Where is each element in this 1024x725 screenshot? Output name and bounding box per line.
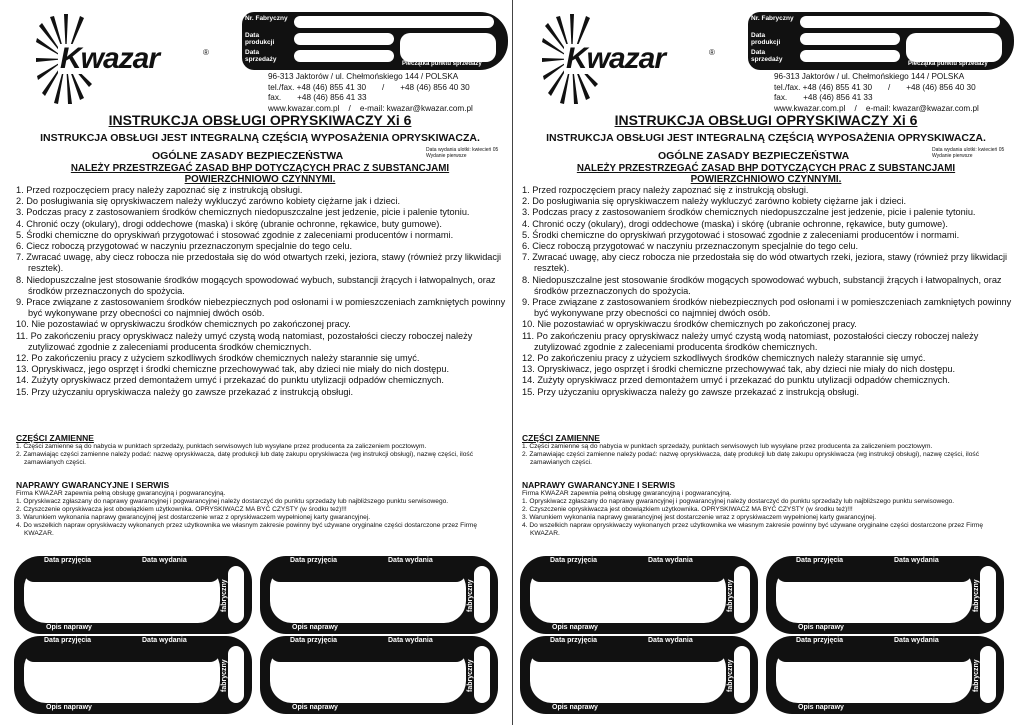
list-item: 7. Zwracać uwagę, aby ciecz robocza nie przedostała się do wód otwartych rzeki, jeziora, stawy (również przy likwidacji resztek). [522, 252, 1008, 274]
list-item: 3. Warunkiem wykonania naprawy gwarancyjnej jest dostarczenie wraz z opryskiwaczem wypełnionej karty gwarancyjnej. [522, 514, 877, 521]
repair-card [260, 556, 498, 634]
sale-date-field [294, 50, 394, 62]
warning-line: POWIERZCHNIOWO CZYNNYMI. [184, 174, 336, 185]
list-item: 1. Przed rozpoczęciem pracy należy zapoznać się z instrukcją obsługi. [16, 185, 303, 195]
list-item: 6. Ciecz roboczą przygotować w naczyniu przeznaczonym specjalnie do tego celu. [522, 241, 859, 252]
serial-number-field [800, 16, 1000, 28]
phone-line: tel./fax. +48 (46) 855 41 30 / +48 (46) 856 40 30 [268, 82, 470, 92]
logo-wordmark: Kwazar [566, 42, 666, 75]
accept-date-label: Data przyjęcia [796, 637, 844, 644]
list-item: 2. Do posługiwania się opryskiwaczem należy wykluczyć zarówno kobiety ciężarne jak i dzieci. [522, 196, 906, 207]
accept-date-label: Data przyjęcia [44, 637, 92, 644]
list-item: 8. Niedopuszczalne jest stosowanie środków mogących spowodować wybuch, substancji żrących i łatwopalnych, oraz środków przeznaczonych do spożycia. [16, 274, 496, 296]
serial-field [980, 566, 996, 623]
spare-parts-heading: CZĘŚCI ZAMIENNE [522, 433, 600, 443]
issue-date-label: Data wydania [894, 557, 939, 564]
list-item: 7. Zwracać uwagę, aby ciecz robocza nie przedostała się do wód otwartych rzeki, jeziora, stawy (również przy likwidacji resztek). [16, 252, 502, 274]
safety-warning [516, 163, 1016, 185]
warning-line: NALEŻY PRZESTRZEGAĆ ZASAD BHP DOTYCZĄCYCH PRAC Z SUBSTANCJAMI [70, 163, 450, 174]
sale-date-field [800, 50, 900, 62]
fax-line: fax. +48 (46) 856 41 33 [774, 93, 873, 102]
serial-label: Numer fabryczny [720, 579, 734, 613]
list-item: 1. Opryskiwacz zgłaszany do naprawy gwarancyjnej i pogwarancyjnej należy dostarczyć do punktu sprzedaży lub najbliższego punktu serwisowego. [522, 498, 955, 505]
list-item: 2. Zamawiając części zamienne należy podać: nazwę opryskiwacza, datę produkcji lub datę zakupu opryskiwacza (wg instrukcji obsługi), nazwę części, ilość zamawianych części. [522, 451, 980, 466]
web-email-line: www.kwazar.com.pl / e-mail: kwazar@kwazar.com.pl [774, 103, 979, 113]
warranty-heading: NAPRAWY GWARANCYJNE I SERWIS [522, 480, 676, 490]
serial-field [228, 566, 244, 623]
list-item: 15. Przy użyczaniu opryskiwacza należy go zawsze przekazać z instrukcją obsługi. [522, 386, 860, 397]
serial-field [980, 646, 996, 703]
safety-rules-list [16, 185, 508, 398]
spare-parts-heading: CZĘŚCI ZAMIENNE [16, 433, 94, 443]
list-item: 13. Opryskiwacz, jego osprzęt i środki chemiczne przechowywać tak, aby dzieci nie miały do nich dostępu. [522, 364, 956, 375]
serial-label: Numer fabryczny [966, 659, 980, 693]
repair-desc-label: Opis naprawy [292, 624, 338, 631]
production-date-field [294, 33, 394, 45]
label-sale-date: Data sprzedaży [751, 49, 783, 63]
repair-card [520, 636, 758, 714]
serial-field [734, 566, 750, 623]
address-line: 96-313 Jaktorów / ul. Chełmońskiego 144 / POLSKA [268, 72, 459, 81]
list-item: 14. Zużyty opryskiwacz przed demontażem umyć i przekazać do punktu utylizacji odpadów chemicznych. [16, 375, 444, 386]
document-subtitle: INSTRUKCJA OBSŁUGI JEST INTEGRALNĄ CZĘŚCIĄ WYPOSAŻENIA OPRYSKIWACZA. [546, 132, 986, 144]
page-divider [512, 0, 513, 725]
edition-number: Wydanie pierwsze [426, 153, 467, 159]
logo-wordmark: Kwazar [60, 42, 160, 75]
list-item: 11. Po zakończeniu pracy opryskiwacz należy umyć czystą wodą natomiast, pozostałości cieczy roboczej należy zutylizować zgodnie z zaleceniami producenta środków chemicznych. [16, 330, 473, 352]
leaflet-right [516, 0, 1016, 725]
serial-field [474, 646, 490, 703]
issue-date-label: Data wydania [648, 557, 693, 564]
list-item: 6. Ciecz roboczą przygotować w naczyniu przeznaczonym specjalnie do tego celu. [16, 241, 353, 252]
fax-line: fax. +48 (46) 856 41 33 [268, 93, 367, 102]
repair-field [270, 566, 466, 623]
list-item: 3. Podczas pracy z zastosowaniem środków chemicznych niedopuszczalne jest jedzenie, picie i palenie tytoniu. [522, 207, 976, 218]
repair-card [520, 556, 758, 634]
accept-date-label: Data przyjęcia [550, 557, 598, 564]
company-address [774, 72, 1014, 114]
serial-label: Numer fabryczny [460, 659, 474, 693]
leaflet-left [10, 0, 510, 725]
list-item: 1. Opryskiwacz zgłaszany do naprawy gwarancyjnej i pogwarancyjnej należy dostarczyć do punktu sprzedaży lub najbliższego punktu serwisowego. [16, 498, 449, 505]
repair-field [530, 646, 726, 703]
repair-field [24, 566, 220, 623]
edition-note [426, 147, 506, 159]
stamp-label: Pieczątka punktu sprzedaży [402, 61, 482, 67]
warning-line: NALEŻY PRZESTRZEGAĆ ZASAD BHP DOTYCZĄCYCH PRAC Z SUBSTANCJAMI [576, 163, 956, 174]
warranty-text [522, 490, 1014, 538]
repair-card [14, 636, 252, 714]
list-item: 12. Po zakończeniu pracy z użyciem szkodliwych środków chemicznych należy starannie się umyć. [522, 353, 926, 364]
repair-desc-label: Opis naprawy [46, 704, 92, 711]
accept-date-label: Data przyjęcia [44, 557, 92, 564]
list-item: 5. Środki chemiczne do opryskiwań przygotować i stosować zgodnie z zaleceniami producentów i normami. [16, 229, 454, 240]
label-sale-date: Data sprzedaży [245, 49, 277, 63]
repair-field [530, 566, 726, 623]
registered-icon: ® [709, 48, 715, 57]
list-item: 5. Środki chemiczne do opryskiwań przygotować i stosować zgodnie z zaleceniami producentów i normami. [522, 229, 960, 240]
repair-desc-label: Opis naprawy [46, 624, 92, 631]
product-info-box [242, 12, 508, 70]
list-item: 9. Prace związane z zastosowaniem środków niebezpiecznych pod osłonami i w pomieszczeniach zamkniętych powinny być wykonywane przy obecności co najmniej dwóch osób. [522, 297, 1012, 319]
serial-label: Numer fabryczny [966, 579, 980, 613]
registered-icon: ® [203, 48, 209, 57]
serial-label: Numer fabryczny [720, 659, 734, 693]
serial-label: Numer fabryczny [460, 579, 474, 613]
safety-rules-list [522, 185, 1014, 398]
accept-date-label: Data przyjęcia [290, 637, 338, 644]
safety-heading: OGÓLNE ZASADY BEZPIECZEŃSTWA [152, 150, 344, 162]
list-item: 15. Przy użyczaniu opryskiwacza należy go zawsze przekazać z instrukcją obsługi. [16, 386, 354, 397]
list-item: Firma KWAZAR zapewnia pełną obsługę gwarancyjną i pogwarancyjną. [522, 490, 732, 497]
list-item: Firma KWAZAR zapewnia pełną obsługę gwarancyjną i pogwarancyjną. [16, 490, 226, 497]
list-item: 3. Podczas pracy z zastosowaniem środków chemicznych niedopuszczalne jest jedzenie, picie i palenie tytoniu. [16, 207, 470, 218]
spare-parts-text [16, 443, 508, 467]
accept-date-label: Data przyjęcia [550, 637, 598, 644]
edition-date: Data wydania ulotki: kwiecień 05 [932, 147, 1005, 153]
repair-desc-label: Opis naprawy [292, 704, 338, 711]
list-item: 2. Zamawiając części zamienne należy podać: nazwę opryskiwacza, datę produkcji lub datę zakupu opryskiwacza (wg instrukcji obsługi), nazwę części, ilość zamawianych części. [16, 451, 474, 466]
serial-field [228, 646, 244, 703]
spare-parts-text [522, 443, 1014, 467]
label-production-date: Data produkcji [751, 32, 781, 46]
list-item: 4. Do wszelkich napraw opryskiwaczy wykonanych przez użytkownika we własnym zakresie powinny być używane oryginalne części dostarczone przez Firmę KWAZAR. [522, 522, 984, 537]
repair-field [270, 646, 466, 703]
edition-date: Data wydania ulotki: kwiecień 05 [426, 147, 499, 153]
safety-heading: OGÓLNE ZASADY BEZPIECZEŃSTWA [658, 150, 850, 162]
safety-warning [10, 163, 510, 185]
serial-label: Numer fabryczny [214, 659, 228, 693]
repair-card [14, 556, 252, 634]
issue-date-label: Data wydania [142, 557, 187, 564]
label-production-date: Data produkcji [245, 32, 275, 46]
accept-date-label: Data przyjęcia [290, 557, 338, 564]
stamp-field [906, 33, 1002, 62]
repair-desc-label: Opis naprawy [552, 704, 598, 711]
issue-date-label: Data wydania [894, 637, 939, 644]
list-item: 2. Czyszczenie opryskiwacza jest obowiązkiem użytkownika. OPRYSKIWACZ MA BYĆ CZYSTY (w środku też)!!! [522, 506, 853, 513]
issue-date-label: Data wydania [142, 637, 187, 644]
list-item: 1. Części zamienne są do nabycia w punktach sprzedaży, punktach serwisowych lub wysyłane przez producenta za zaliczeniem pocztowym. [16, 443, 427, 450]
kwazar-logo [30, 10, 250, 105]
document-subtitle: INSTRUKCJA OBSŁUGI JEST INTEGRALNĄ CZĘŚCIĄ WYPOSAŻENIA OPRYSKIWACZA. [40, 132, 480, 144]
list-item: 10. Nie pozostawiać w opryskiwaczu środków chemicznych po zakończonej pracy. [16, 319, 351, 330]
label-serial-number: Nr. Fabryczny [751, 15, 794, 22]
issue-date-label: Data wydania [388, 557, 433, 564]
repair-desc-label: Opis naprawy [798, 704, 844, 711]
list-item: 12. Po zakończeniu pracy z użyciem szkodliwych środków chemicznych należy starannie się umyć. [16, 353, 420, 364]
repair-desc-label: Opis naprawy [798, 624, 844, 631]
list-item: 14. Zużyty opryskiwacz przed demontażem umyć i przekazać do punktu utylizacji odpadów chemicznych. [522, 375, 950, 386]
production-date-field [800, 33, 900, 45]
issue-date-label: Data wydania [648, 637, 693, 644]
list-item: 1. Części zamienne są do nabycia w punktach sprzedaży, punktach serwisowych lub wysyłane przez producenta za zaliczeniem pocztowym. [522, 443, 933, 450]
web-email-line: www.kwazar.com.pl / e-mail: kwazar@kwazar.com.pl [268, 103, 473, 113]
document-title: INSTRUKCJA OBSŁUGI OPRYSKIWACZY Xi 6 [108, 112, 412, 128]
product-info-box [748, 12, 1014, 70]
repair-field [24, 646, 220, 703]
list-item: 3. Warunkiem wykonania naprawy gwarancyjnej jest dostarczenie wraz z opryskiwaczem wypełnionej karty gwarancyjnej. [16, 514, 371, 521]
list-item: 9. Prace związane z zastosowaniem środków niebezpiecznych pod osłonami i w pomieszczeniach zamkniętych powinny być wykonywane przy obecności co najmniej dwóch osób. [16, 297, 506, 319]
repair-card [766, 636, 1004, 714]
list-item: 8. Niedopuszczalne jest stosowanie środków mogących spowodować wybuch, substancji żrących i łatwopalnych, oraz środków przeznaczonych do spożycia. [522, 274, 1002, 296]
serial-label: Numer fabryczny [214, 579, 228, 613]
label-serial-number: Nr. Fabryczny [245, 15, 288, 22]
warranty-text [16, 490, 508, 538]
kwazar-logo [536, 10, 756, 105]
document-title: INSTRUKCJA OBSŁUGI OPRYSKIWACZY Xi 6 [614, 112, 918, 128]
list-item: 4. Chronić oczy (okulary), drogi oddechowe (maska) i skórę (ubranie ochronne, rękawice, buty gumowe). [16, 218, 442, 229]
repair-field [776, 646, 972, 703]
list-item: 2. Do posługiwania się opryskiwaczem należy wykluczyć zarówno kobiety ciężarne jak i dzieci. [16, 196, 400, 207]
repair-card [766, 556, 1004, 634]
list-item: 11. Po zakończeniu pracy opryskiwacz należy umyć czystą wodą natomiast, pozostałości cieczy roboczej należy zutylizować zgodnie z zaleceniami producenta środków chemicznych. [522, 330, 979, 352]
edition-note [932, 147, 1012, 159]
warning-line: POWIERZCHNIOWO CZYNNYMI. [690, 174, 842, 185]
list-item: 10. Nie pozostawiać w opryskiwaczu środków chemicznych po zakończonej pracy. [522, 319, 857, 330]
list-item: 1. Przed rozpoczęciem pracy należy zapoznać się z instrukcją obsługi. [522, 185, 809, 195]
repair-desc-label: Opis naprawy [552, 624, 598, 631]
serial-field [474, 566, 490, 623]
phone-line: tel./fax. +48 (46) 855 41 30 / +48 (46) 856 40 30 [774, 82, 976, 92]
repair-field [776, 566, 972, 623]
warranty-heading: NAPRAWY GWARANCYJNE I SERWIS [16, 480, 170, 490]
serial-number-field [294, 16, 494, 28]
edition-number: Wydanie pierwsze [932, 153, 973, 159]
stamp-label: Pieczątka punktu sprzedaży [908, 61, 988, 67]
list-item: 2. Czyszczenie opryskiwacza jest obowiązkiem użytkownika. OPRYSKIWACZ MA BYĆ CZYSTY (w środku też)!!! [16, 506, 347, 513]
company-address [268, 72, 508, 114]
accept-date-label: Data przyjęcia [796, 557, 844, 564]
issue-date-label: Data wydania [388, 637, 433, 644]
address-line: 96-313 Jaktorów / ul. Chełmońskiego 144 / POLSKA [774, 72, 965, 81]
list-item: 4. Chronić oczy (okulary), drogi oddechowe (maska) i skórę (ubranie ochronne, rękawice, buty gumowe). [522, 218, 948, 229]
repair-card [260, 636, 498, 714]
list-item: 4. Do wszelkich napraw opryskiwaczy wykonanych przez użytkownika we własnym zakresie powinny być używane oryginalne części dostarczone przez Firmę KWAZAR. [16, 522, 478, 537]
serial-field [734, 646, 750, 703]
stamp-field [400, 33, 496, 62]
list-item: 13. Opryskiwacz, jego osprzęt i środki chemiczne przechowywać tak, aby dzieci nie miały do nich dostępu. [16, 364, 450, 375]
